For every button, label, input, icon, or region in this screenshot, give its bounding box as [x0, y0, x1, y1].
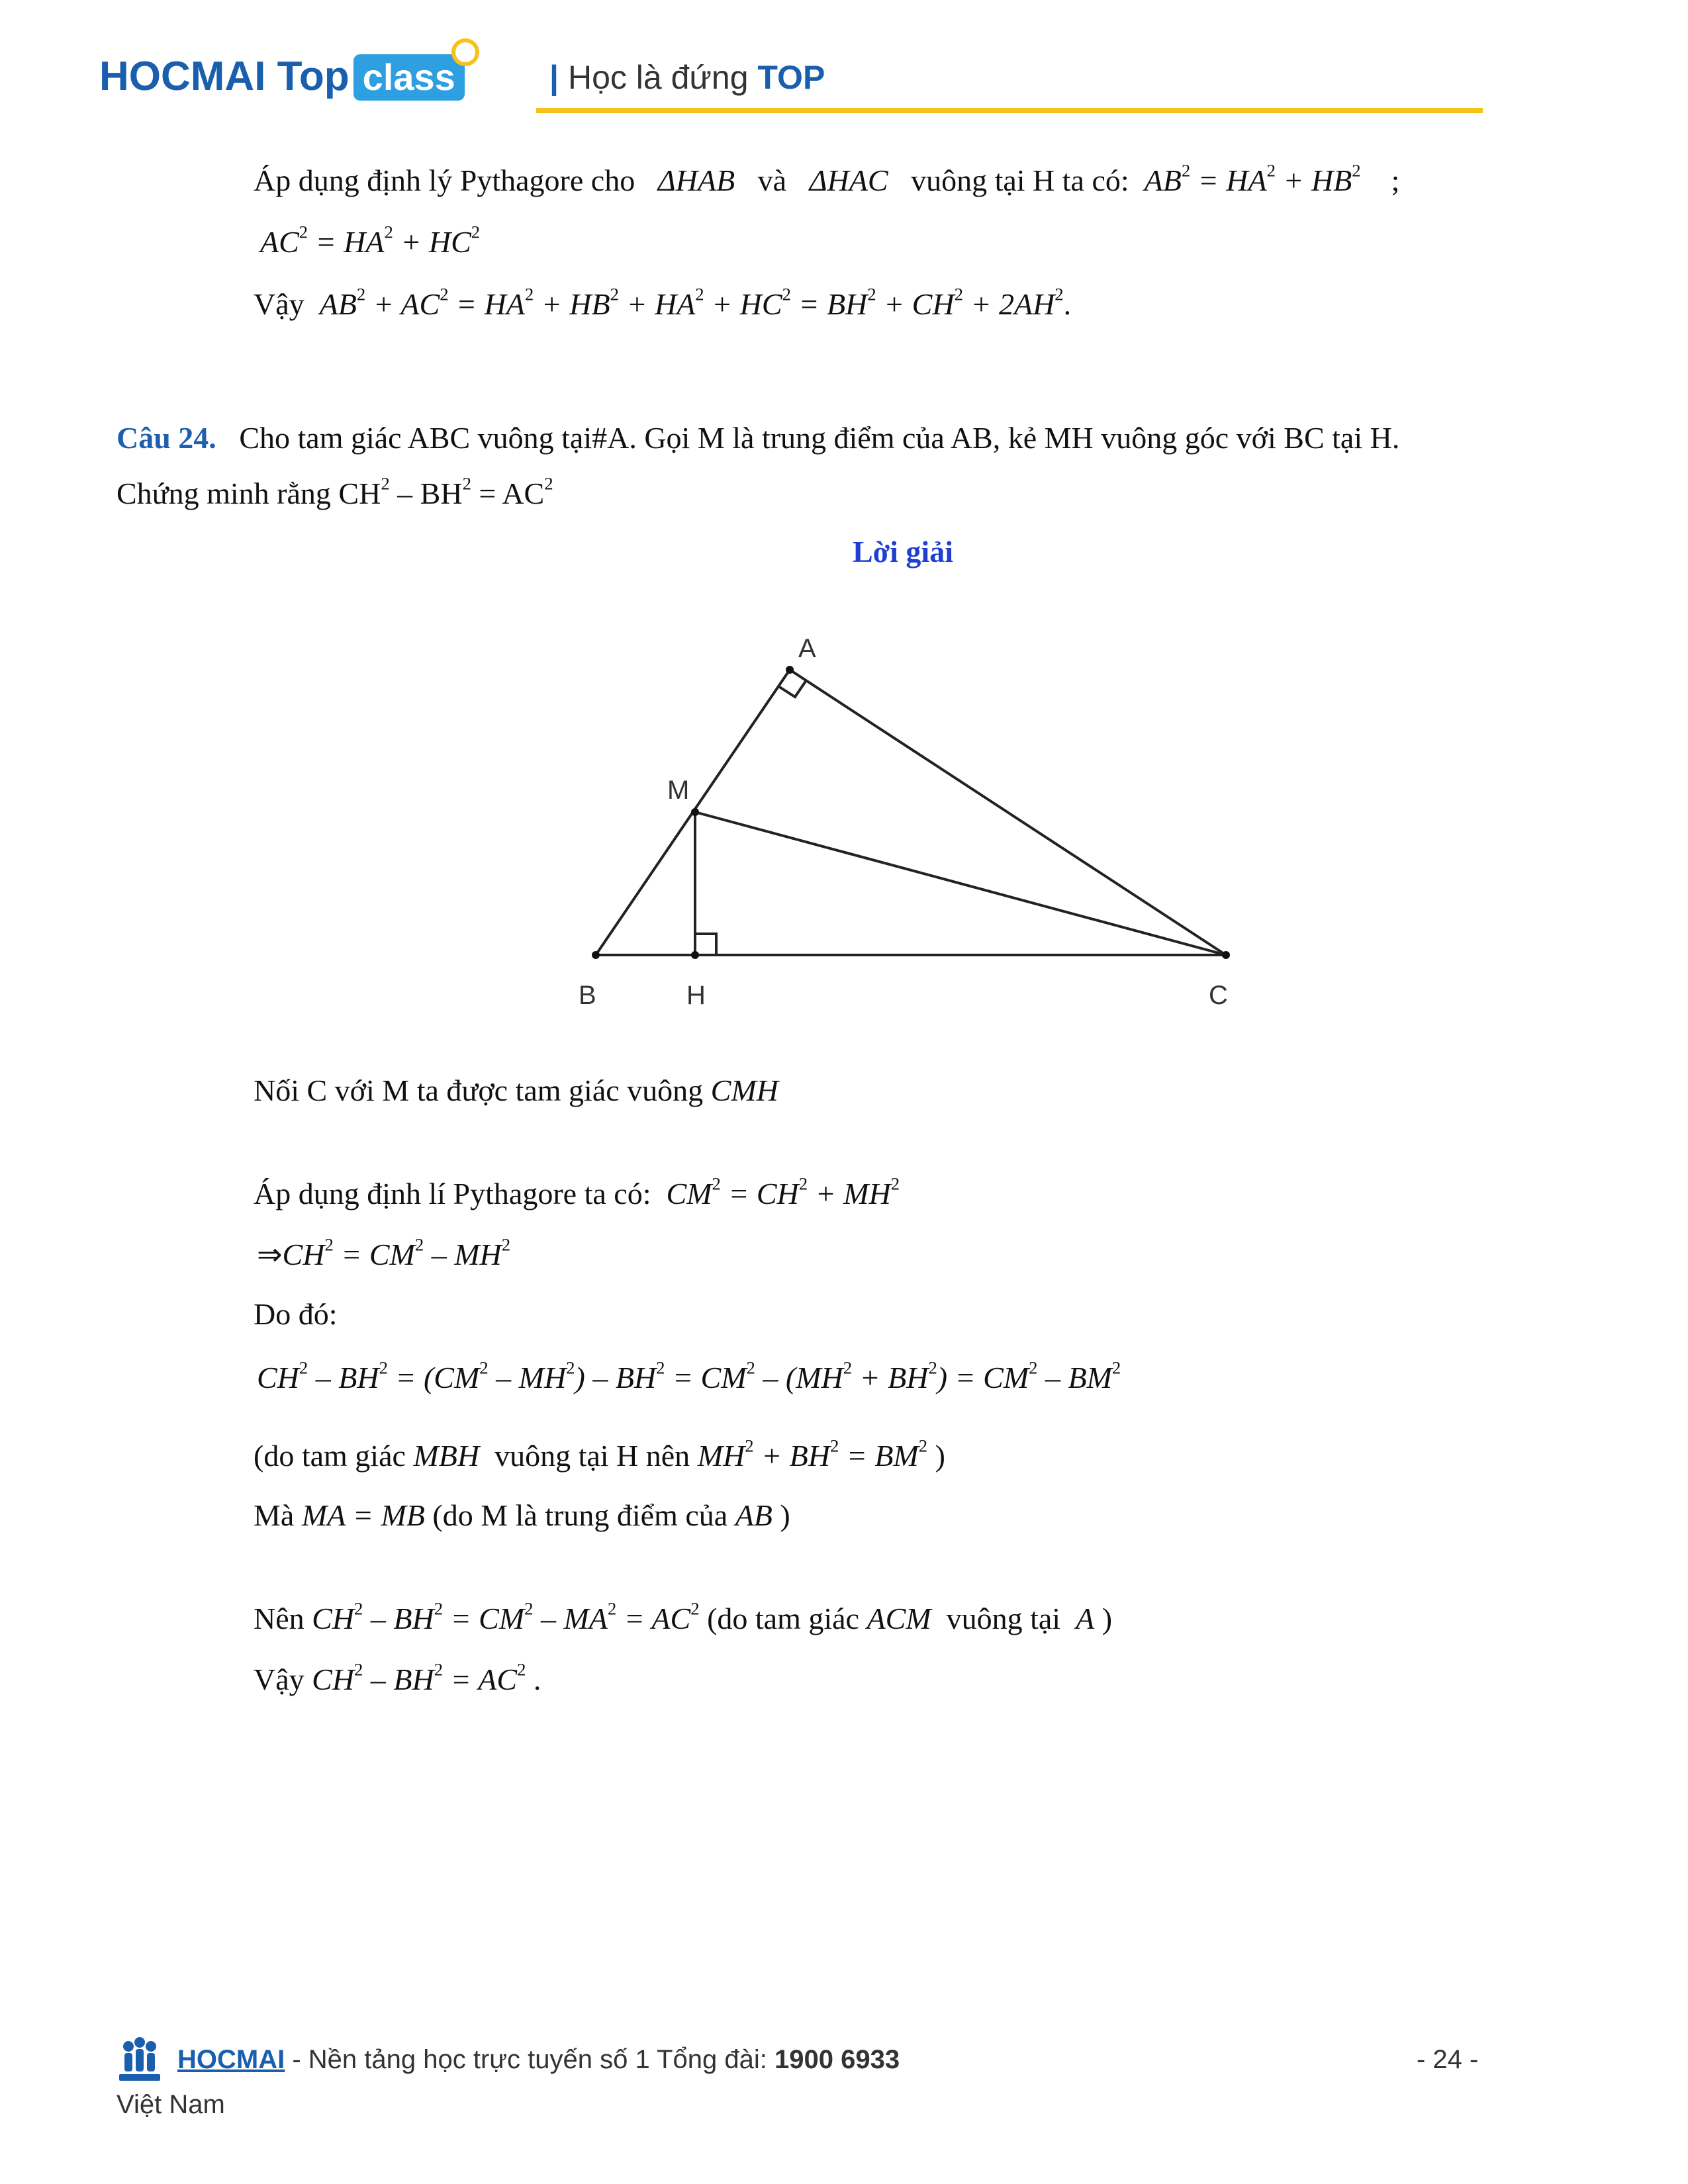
step-main-equation: $CH^2 - BH^2 = (CM^2 - MH^2) - BH^2 = CM^2 - (MH^2 + BH^2) = CM^2 - BM^2$: [257, 1357, 1121, 1394]
question-24-line-1: Câu 24. Cho tam giác ABC vuông tại#A. Gọi M là trung điểm của AB, kẻ MH vuông góc với BC tại H.: [117, 421, 1400, 455]
footer-brand-link[interactable]: HOCMAI: [177, 2045, 285, 2074]
label-h: H: [686, 981, 706, 1010]
label-c: C: [1209, 981, 1228, 1010]
footer-country: Việt Nam: [117, 2090, 225, 2119]
question-label: Câu 24.: [117, 421, 216, 455]
logo-class-badge: class: [353, 54, 465, 101]
step-connect: Nối C với M ta được tam giác vuông CMH: [254, 1073, 778, 1107]
label-b: B: [579, 981, 596, 1010]
right-angle-a: [778, 680, 806, 697]
prev-line-1: Áp dụng định lý Pythagore cho ΔHAB và ΔHAC vuông tại H ta có: $AB^2 = HA^2 + HB^2$ ;: [254, 160, 1400, 197]
solution-title: Lời giải: [853, 535, 953, 569]
slogan: | Học là đứng TOP: [549, 59, 825, 96]
question-24-line-2: Chứng minh rằng $CH^2 - BH^2 = AC^2$: [117, 473, 553, 510]
segment-ac: [790, 670, 1226, 955]
prev-line-2: $AC^2 = HA^2 + HC^2$: [260, 222, 481, 259]
step-nen: Nên $CH^2 - BH^2 = CM^2 - MA^2 = AC^2$ (do tam giác ACM vuông tại A ): [254, 1598, 1113, 1635]
right-angle-h: [695, 934, 716, 955]
step-conclusion: Vậy $CH^2 - BH^2 = AC^2$ .: [254, 1659, 541, 1696]
step-implies: $\Rightarrow CH^2 = CM^2 - MH^2$: [257, 1234, 511, 1271]
footer-line: HOCMAI - Nền tảng học trực tuyến số 1 Tổng đài: 1900 6933: [177, 2045, 900, 2074]
brand-logo: HOCMAI Top class: [99, 53, 465, 101]
label-a: A: [798, 634, 816, 663]
prev-line-3: Vậy $AB^2 + AC^2 = HA^2 + HB^2 + HA^2 + HC^2 = BH^2 + CH^2 + 2AH^2$.: [254, 284, 1072, 321]
page-number: - 24 -: [1417, 2045, 1479, 2074]
step-note-mbh: (do tam giác MBH vuông tại H nên $MH^2 + BH^2 = BM^2$ ): [254, 1435, 945, 1473]
label-m: M: [667, 776, 690, 805]
step-pythagore: Áp dụng định lí Pythagore ta có: $CM^2 = CH^2 + MH^2$: [254, 1173, 900, 1210]
step-ma-mb: Mà MA = MB (do M là trung điểm của AB ): [254, 1498, 790, 1532]
step-do-do: Do đó:: [254, 1297, 338, 1331]
hocmai-people-icon: [117, 2037, 163, 2083]
segment-mc: [695, 812, 1226, 955]
